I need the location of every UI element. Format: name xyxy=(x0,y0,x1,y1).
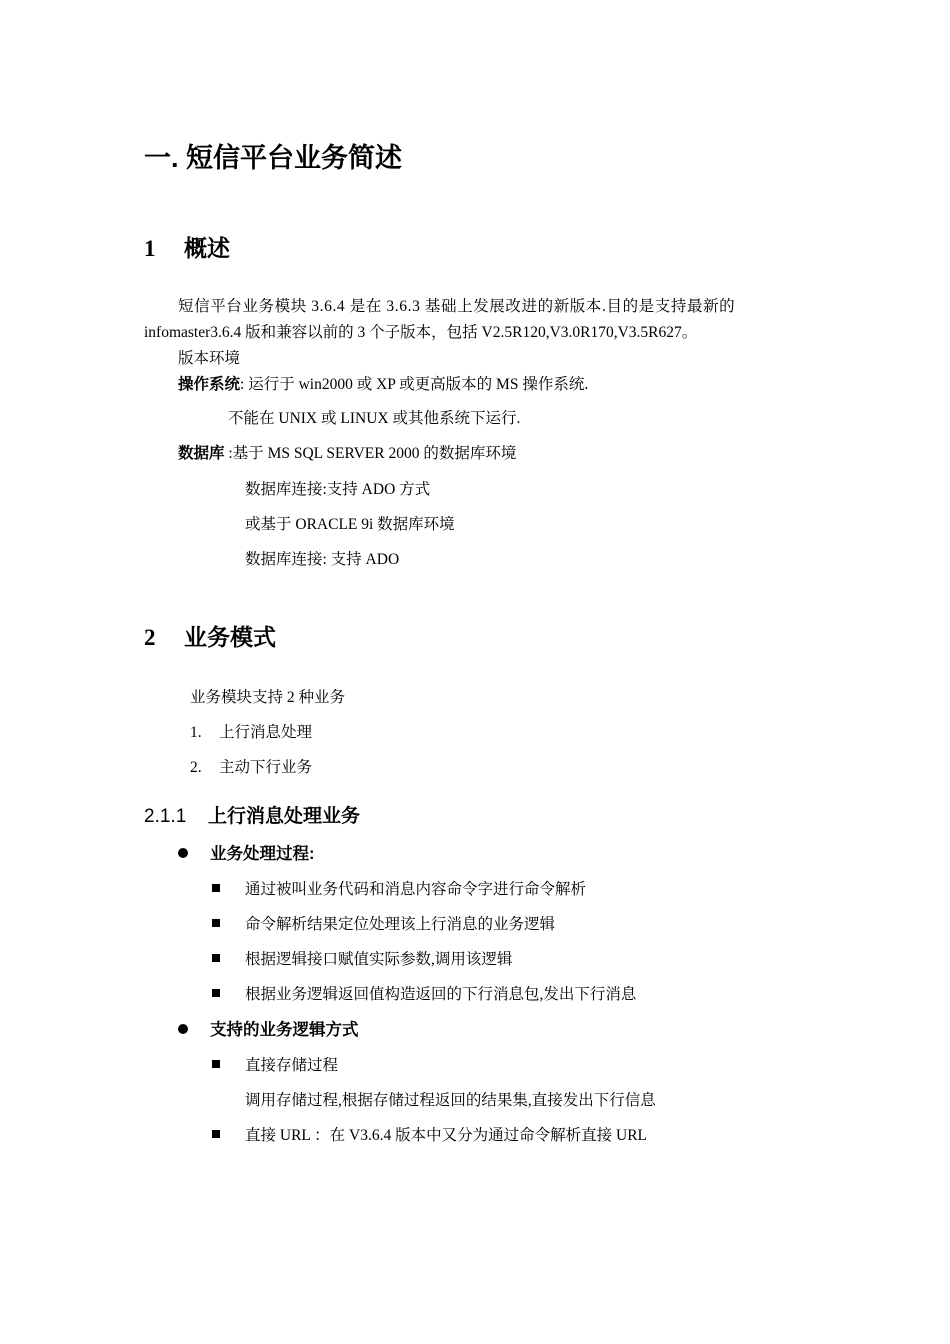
sub-bullet-text: 通过被叫业务代码和消息内容命令字进行命令解析 xyxy=(245,881,587,898)
list-number: 1. xyxy=(190,724,202,741)
heading-text: 概述 xyxy=(184,235,230,261)
business-intro: 业务模块支持 2 种业务 xyxy=(190,689,346,706)
list-item xyxy=(190,720,312,742)
square-bullet-icon xyxy=(212,1130,220,1138)
sub-bullet-item xyxy=(212,947,512,969)
sub-bullet-text: 命令解析结果定位处理该上行消息的业务逻辑 xyxy=(245,916,556,933)
sub-bullet-item xyxy=(212,982,636,1004)
os-label: 操作系统 xyxy=(178,376,241,393)
heading-upstream-business xyxy=(144,801,360,828)
list-item xyxy=(190,755,312,777)
square-bullet-icon xyxy=(212,1060,220,1068)
overview-paragraph-line2: infomaster3.6.4 版和兼容以前的 3 个子版本，包括 V2.5R120,V3.0R170,V3.5R627。 xyxy=(144,324,698,341)
square-bullet-icon xyxy=(212,989,220,997)
db-text: :基于 MS SQL SERVER 2000 的数据库环境 xyxy=(224,445,517,462)
heading-number: 1 xyxy=(144,236,156,261)
os-text: : 运行于 win2000 或 XP 或更高版本的 MS 操作系统. xyxy=(240,376,589,393)
heading-text: 业务模式 xyxy=(184,624,276,650)
sub-bullet-item xyxy=(212,912,555,934)
os-line2: 不能在 UNIX 或 LINUX 或其他系统下运行. xyxy=(228,410,521,427)
list-text: 上行消息处理 xyxy=(219,724,313,741)
db-line3: 或基于 ORACLE 9i 数据库环境 xyxy=(245,516,455,533)
section-title: 一. 短信平台业务简述 xyxy=(144,143,403,173)
db-line2: 数据库连接:支持 ADO 方式 xyxy=(245,481,431,498)
bullet-text: 支持的业务逻辑方式 xyxy=(210,1021,359,1039)
sub-bullet-text: 根据逻辑接口赋值实际参数,调用该逻辑 xyxy=(245,951,513,968)
sub-bullet-text: 直接 URL ：在 V3.6.4 版本中又分为通过命令解析直接 URL xyxy=(245,1127,647,1144)
list-number: 2. xyxy=(190,759,202,776)
square-bullet-icon xyxy=(212,954,220,962)
overview-paragraph-line1: 短信平台业务模块 3.6.4 是在 3.6.3 基础上发展改进的新版本.目的是支持最新的 xyxy=(178,298,736,315)
sub-bullet-item xyxy=(212,1123,647,1145)
heading-overview xyxy=(144,230,230,263)
version-env-label: 版本环境 xyxy=(178,350,241,367)
sub-bullet-text: 根据业务逻辑返回值构造返回的下行消息包,发出下行消息 xyxy=(245,986,637,1003)
bullet-item xyxy=(178,1016,359,1040)
bullet-dot-icon xyxy=(178,1024,188,1034)
sub-bullet-item xyxy=(212,877,586,899)
bullet-item xyxy=(178,840,315,864)
db-label: 数据库 xyxy=(178,445,225,462)
heading-number: 2.1.1 xyxy=(144,806,187,827)
db-line xyxy=(178,441,516,463)
sub-bullet-description: 调用存储过程,根据存储过程返回的结果集,直接发出下行信息 xyxy=(245,1092,656,1109)
bullet-text: 业务处理过程: xyxy=(210,845,315,863)
bullet-dot-icon xyxy=(178,848,188,858)
list-text: 主动下行业务 xyxy=(219,759,313,776)
sub-bullet-item xyxy=(212,1053,338,1075)
heading-text: 上行消息处理业务 xyxy=(208,806,361,827)
os-line xyxy=(178,372,588,394)
square-bullet-icon xyxy=(212,884,220,892)
square-bullet-icon xyxy=(212,919,220,927)
heading-business-mode xyxy=(144,619,276,652)
sub-bullet-text: 直接存储过程 xyxy=(245,1057,339,1074)
db-line4: 数据库连接: 支持 ADO xyxy=(245,551,400,568)
heading-number: 2 xyxy=(144,625,156,650)
